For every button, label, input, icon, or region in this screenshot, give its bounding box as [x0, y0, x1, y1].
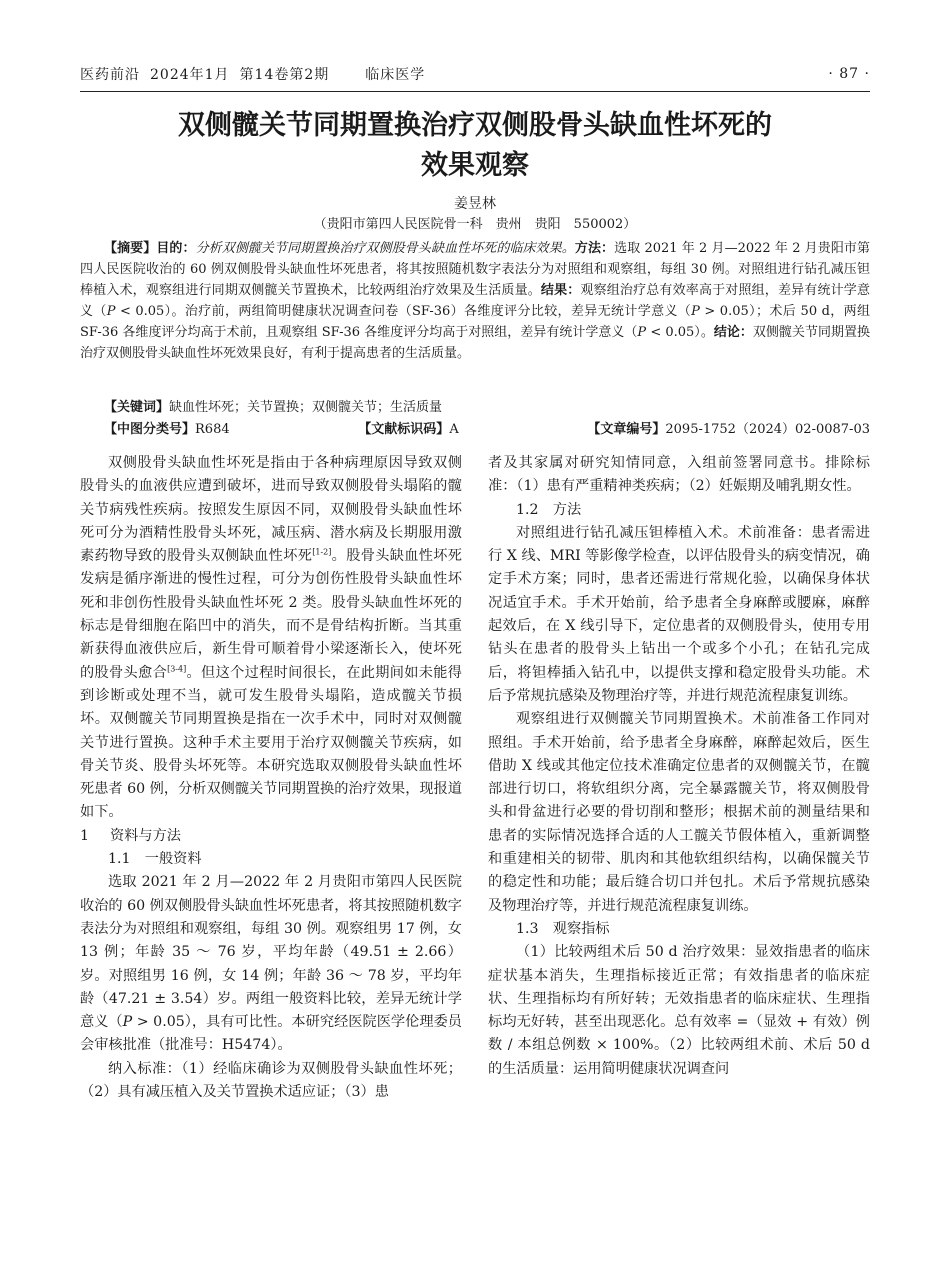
methods-text: 选取 2021 年 2 月—2022 年 2 月贵阳市第四人民医院收治的 60 例双侧股骨头缺血性坏死患者，将其按照随机数字表法分为对照组和观察组，每组 30 例。对照组进行钻孔减压钽棒植入术，观察组进行同期双侧髋关节置换术，比较两组治疗效果及生活质量。	[80, 241, 870, 298]
clc-label: 【中图分类号】	[104, 422, 196, 437]
subsection-heading-1-1: 1.1 一般资料	[108, 851, 202, 868]
general-data-text-b: > 0.05），具有可比性。本研究经医院医学伦理委员会审核批准（批准号：H5474）。	[80, 1014, 462, 1054]
exclusion-paragraph: 者及其家属对研究知情同意，入组前签署同意书。排除标准：（1）患有严重精神类疾病；（2）妊娠期及哺乳期女性。	[488, 455, 870, 495]
author: 姜昱林	[454, 196, 496, 212]
article-number-value: 2095-1752（2024）02-0087-03	[665, 422, 870, 437]
citation: [3-4]	[167, 663, 187, 673]
section-number: 1	[80, 827, 90, 844]
page-number: · 87 ·	[828, 66, 870, 82]
results-label: 结果：	[540, 283, 581, 298]
doc-code-value: A	[449, 422, 459, 437]
journal-name: 医药前沿	[80, 67, 140, 83]
section-title: 资料与方法	[110, 827, 181, 844]
section-name: 临床医学	[365, 67, 426, 83]
conclusion-text: 双侧髋关节同期置换治疗双侧股骨头缺血性坏死效果良好，有利于提高患者的生活质量。	[80, 325, 870, 361]
conclusion-label: 结论：	[713, 325, 753, 340]
subsection-heading-1-2: 1.2 方法	[516, 501, 582, 518]
objective-label: 目的：	[156, 241, 196, 256]
doc-code-label: 【文献标识码】	[358, 422, 450, 437]
results-text-d: < 0.05）。	[646, 325, 714, 340]
citation: [1-2]	[312, 547, 332, 557]
clc-number	[104, 420, 230, 440]
document-code	[358, 420, 458, 440]
article-number	[587, 420, 870, 440]
control-method-paragraph: 对照组进行钻孔减压钽棒植入术。术前准备：患者需进行 X 线、MRI 等影像学检查，以评估股骨头的病变情况，确定手术方案；同时，患者还需进行常规化验，以确保身体状况适宜手术。手术开始前，给予患者全身麻醉或腰麻，麻醉起效后，在 X 线引导下，定位患者的双侧股骨头，使用专用钻头在患者的股骨头上钻出一个或多个小孔；在钻孔完成后，将钽棒插入钻孔中，以提供支撑和稳定股骨头功能。术后予常规抗感染及物理治疗等，并进行规范流程康复训练。	[488, 524, 870, 704]
running-header	[80, 62, 870, 86]
intro-text-a: 双侧股骨头缺血性坏死是指由于各种病理原因导致双侧股骨头的血液供应遭到破坏，进而导致双侧股骨头塌陷的髋关节病残性疾病。按照发生原因不同，双侧股骨头缺血性坏死可分为酒精性股骨头坏死，减压病、潜水病及长期服用激素药物导致的股骨头双侧缺血性坏死	[80, 455, 462, 565]
header-rule	[80, 91, 870, 92]
classification-row	[104, 420, 870, 440]
article-number-label: 【文章编号】	[587, 422, 666, 437]
general-data-text-a: 选取 2021 年 2 月—2022 年 2 月贵阳市第四人民医院收治的 60 例双侧股骨头缺血性坏死患者，将其按照随机数字表法分为对照组和观察组，每组 30 例。观察组男 17 例，女 13 例；年龄 35 ～ 76 岁，平均年龄（49.51 ± 2.66）岁。对照组男 16 例，女 14 例；年龄 36 ～ 78 岁，平均年龄（47.21 ± 3.54）岁。两组一般资料比较，差异无统计学意义（	[80, 874, 462, 1031]
header-left	[80, 64, 435, 84]
article-title	[80, 106, 870, 186]
inclusion-paragraph: 纳入标准：（1）经临床确诊为双侧股骨头缺血性坏死；（2）具有减压植入及关节置换术适应证；（3）患	[80, 1060, 462, 1101]
objective-text: 分析双侧髋关节同期置换治疗双侧股骨头缺血性坏死的临床效果。	[195, 241, 575, 256]
issue-date: 2024年1月	[150, 67, 230, 83]
left-column	[80, 452, 462, 1104]
methods-label: 方法：	[574, 241, 615, 256]
intro-text-c: 。但这个过程时间很长，在此期间如未能得到诊断或处理不当，就可发生股骨头塌陷，造成髋关节损坏。双侧髋关节同期置换是指在一次手术中，同时对双侧髋关节进行置换。这种手术主要用于治疗双侧髋关节疾病，如骨关节炎、股骨头坏死等。本研究选取双侧股骨头缺血性坏死患者 60 例，分析双侧髋关节同期置换的治疗效果，现报道如下。	[80, 664, 462, 821]
volume-issue: 第14卷第2期	[239, 67, 330, 83]
keywords-text: 缺血性坏死；关节置换；双侧髋关节；生活质量	[169, 400, 443, 415]
observation-method-paragraph: 观察组进行双侧髋关节同期置换术。术前准备工作同对照组。手术开始前，给予患者全身麻醉，麻醉起效后，医生借助 X 线或其他定位技术准确定位患者的双侧髋关节，在髋部进行切口，将软组织分离，完全暴露髋关节，将双侧股骨头和骨盆进行必要的骨切削和整形；根据术前的测量结果和患者的实际情况选择合适的人工髋关节假体植入，重新调整和重建相关的韧带、肌肉和其他软组织结构，以确保髋关节的稳定性和功能；最后缝合切口并包扎。术后予常规抗感染及物理治疗等，并进行规范流程康复训练。	[488, 711, 870, 914]
keywords	[104, 398, 442, 418]
results-text-a: 观察组治疗总有效率高于对照组，差异有统计学意义（	[80, 283, 870, 319]
abstract	[80, 238, 870, 364]
p-symbol: P	[691, 304, 700, 319]
title-line-2: 效果观察	[421, 150, 529, 181]
keywords-label: 【关键词】	[104, 400, 170, 415]
p-symbol: P	[122, 1014, 133, 1031]
clc-value: R684	[195, 422, 230, 437]
title-line-1: 双侧髋关节同期置换治疗双侧股骨头缺血性坏死的	[178, 110, 772, 141]
right-column	[488, 452, 870, 1081]
intro-text-b: 。股骨头缺血性坏死发病是循序渐进的慢性过程，可分为创伤性股骨头缺血性坏死和非创伤性股骨头缺血性坏死 2 类。股骨头缺血性坏死的标志是骨细胞在陷凹中的消失，而不是骨结构折断。当其重新获得血液供应后，新生骨可顺着骨小梁逐渐长入，使坏死的股骨头愈合	[80, 548, 462, 681]
results-text-c: > 0.05）；术后 50 d，两组 SF-36 各维度评分均高于术前，且观察组 SF-36 各维度评分均高于对照组，差异有统计学意义（	[80, 304, 870, 340]
section-heading-1	[80, 825, 462, 848]
p-symbol: P	[637, 325, 647, 340]
indicators-paragraph: （1）比较两组术后 50 d 治疗效果：显效指患者的临床症状基本消失，生理指标接近正常；有效指患者的临床症状、生理指标均有所好转；无效指患者的临床症状、生理指标均无好转，甚至出现恶化。总有效率 =（显效 + 有效）例数 / 本组总例数 × 100%。（2）比较两组术前、术后 50 d 的生活质量：运用简明健康状况调查问	[488, 944, 870, 1077]
abstract-label: 【摘要】	[104, 241, 157, 256]
general-data-paragraph	[80, 871, 462, 1057]
affiliation: （贵阳市第四人民医院骨一科 贵州 贵阳 550002）	[313, 217, 637, 232]
subsection-heading-1-3: 1.3 观察指标	[516, 920, 610, 937]
results-text-b: < 0.05）。治疗前，两组简明健康状况调查问卷（SF-36）各维度评分比较，差异无统计学意义（	[115, 304, 692, 319]
p-symbol: P	[106, 304, 116, 319]
intro-paragraph	[80, 452, 462, 825]
